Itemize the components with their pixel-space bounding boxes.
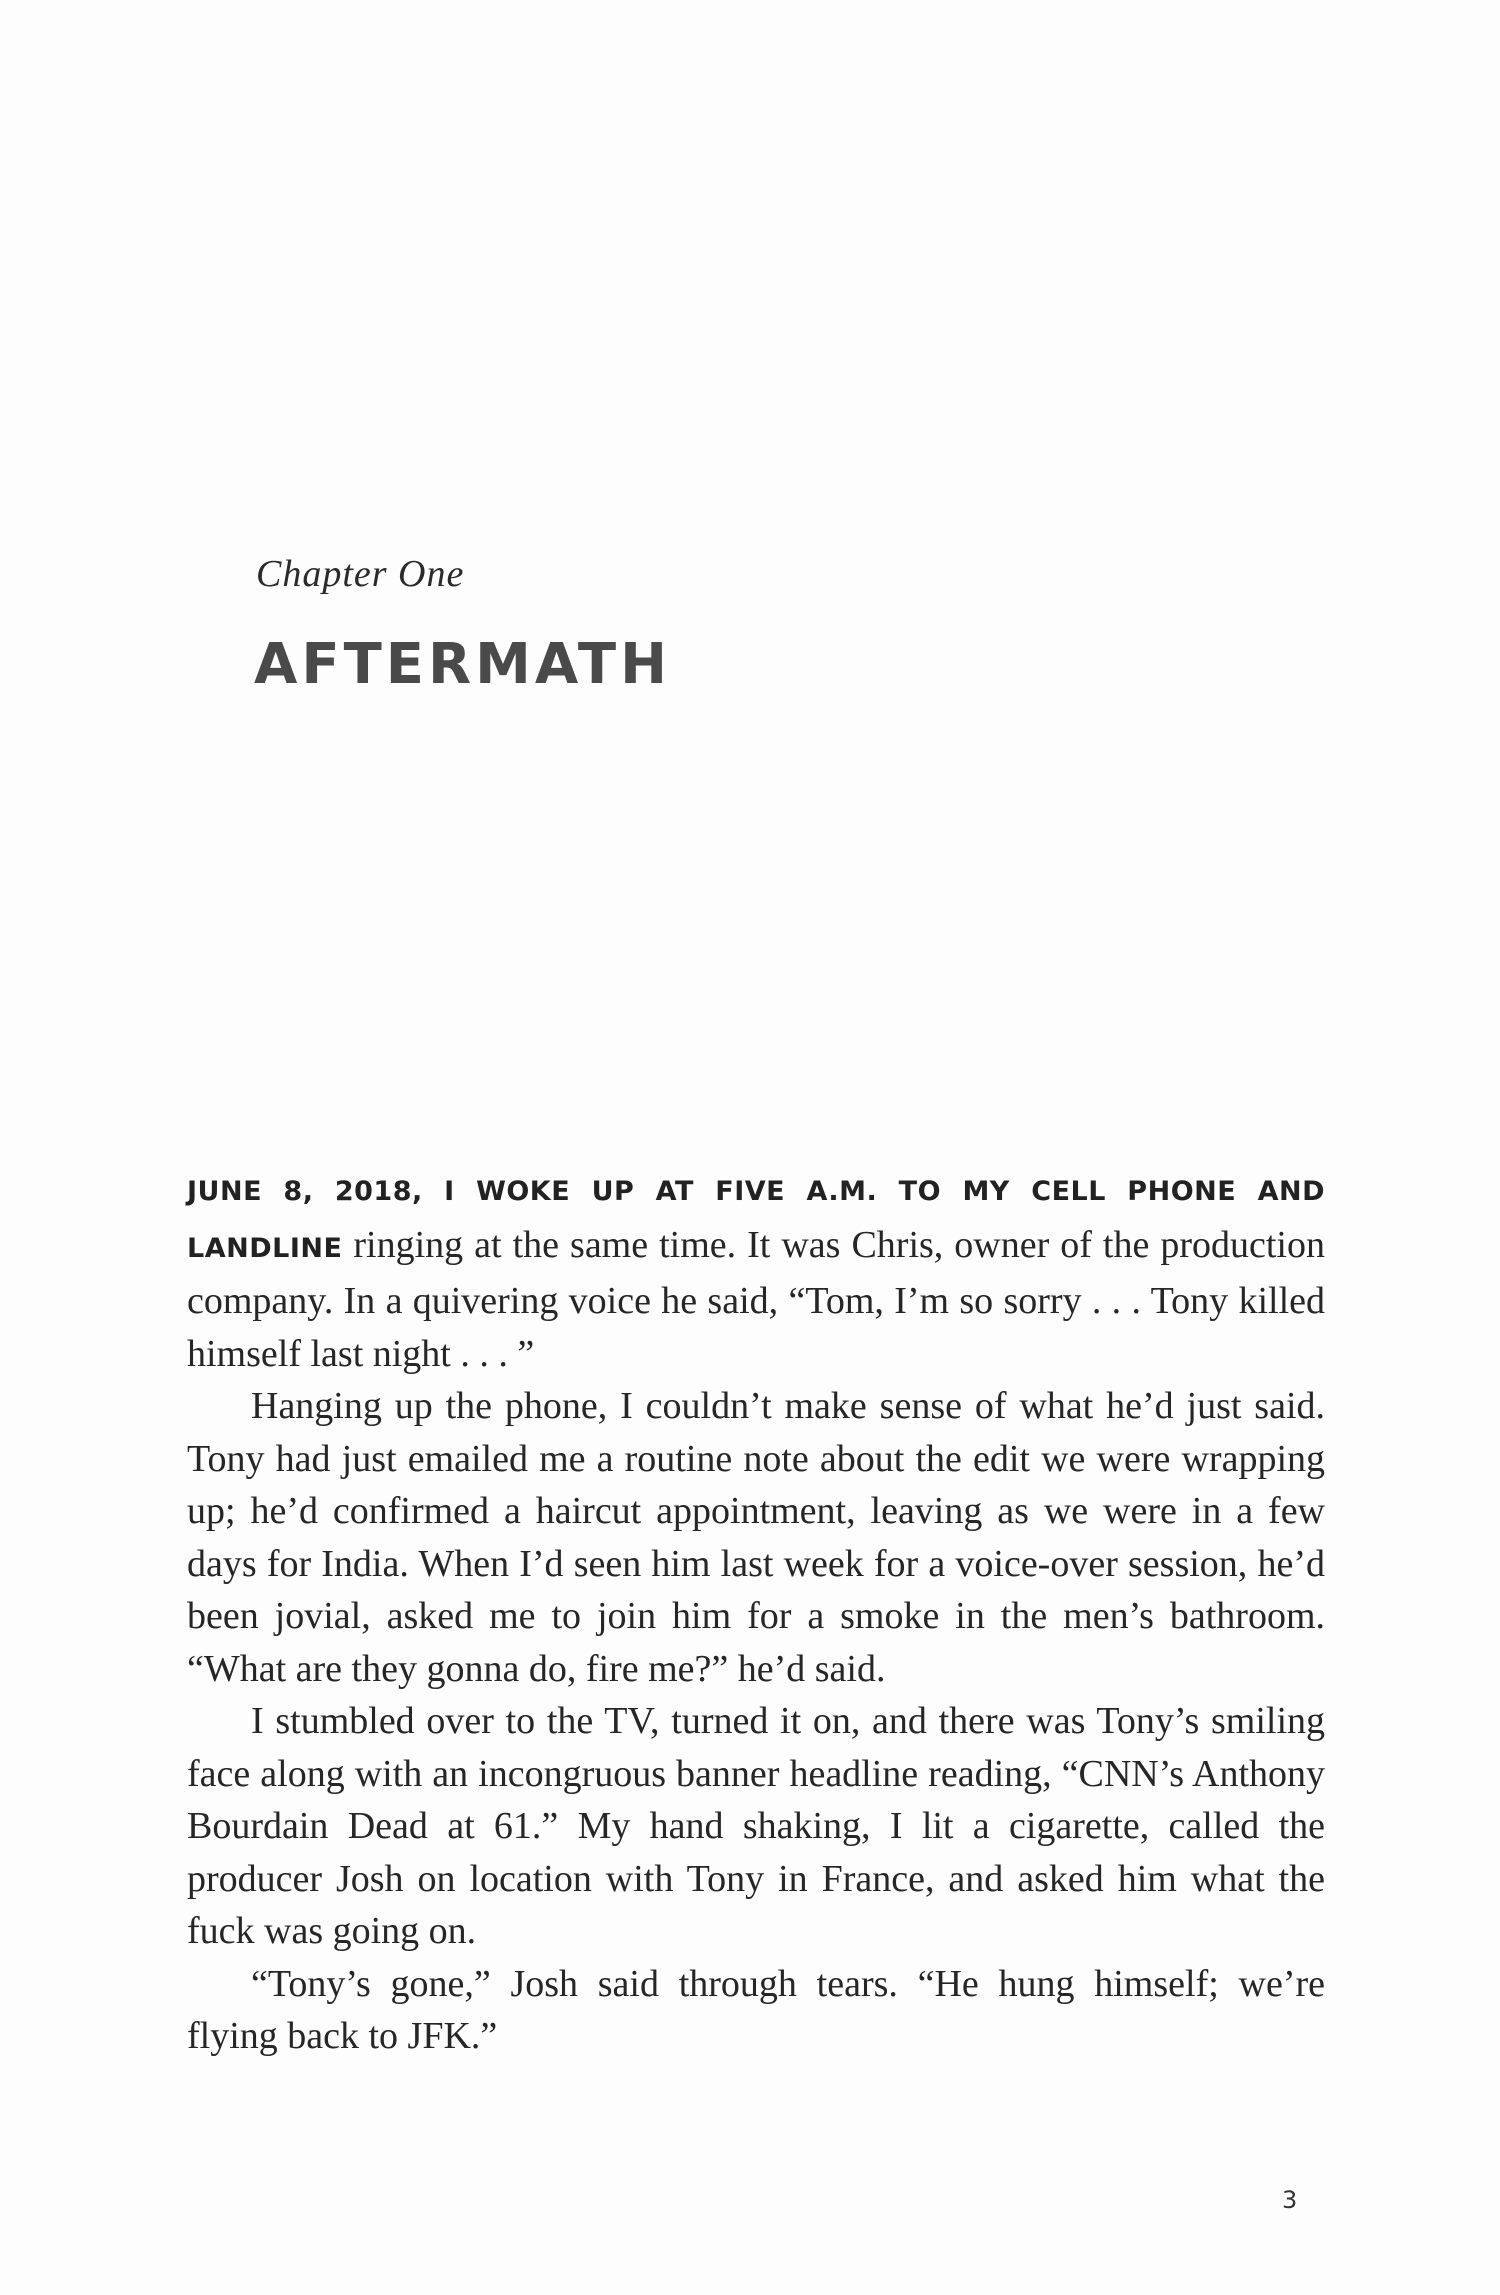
paragraph-1-text: ringing at the same time. It was Chris, owner of the production company. In a quivering voice he said, “Tom, I’m so sorry . . . Tony killed himself last night . . . ” [187, 1223, 1325, 1375]
body-text [187, 1162, 1325, 2063]
chapter-title: AFTERMATH [254, 632, 671, 697]
lead-in-text: JUNE 8, 2018, I WOKE UP AT FIVE A.M. TO MY CELL PHONE AND LANDLINE [187, 1176, 1325, 1264]
paragraph-2: Hanging up the phone, I couldn’t make sense of what he’d just said. Tony had just emailed me a routine note about the edit we were wrapping up; he’d confirmed a haircut appointment, leaving as we were in a few days for India. When I’d seen him last week for a voice-over session, he’d been jovial, asked me to join him for a smoke in the men’s bathroom. “What are they gonna do, fire me?” he’d said. [187, 1385, 1325, 1690]
paragraph-4: “Tony’s gone,” Josh said through tears. “He hung himself; we’re flying back to JFK.” [187, 1962, 1325, 2057]
paragraph-3: I stumbled over to the TV, turned it on, and there was Tony’s smiling face along with an incongruous banner headline reading, “CNN’s Anthony Bourdain Dead at 61.” My hand shaking, I lit a cigarette, called the producer Josh on location with Tony in France, and asked him what the fuck was going on. [187, 1700, 1325, 1952]
paragraph-1 [187, 1162, 1325, 1380]
chapter-label: Chapter One [256, 553, 465, 595]
page-number: 3 [1282, 2186, 1298, 2214]
